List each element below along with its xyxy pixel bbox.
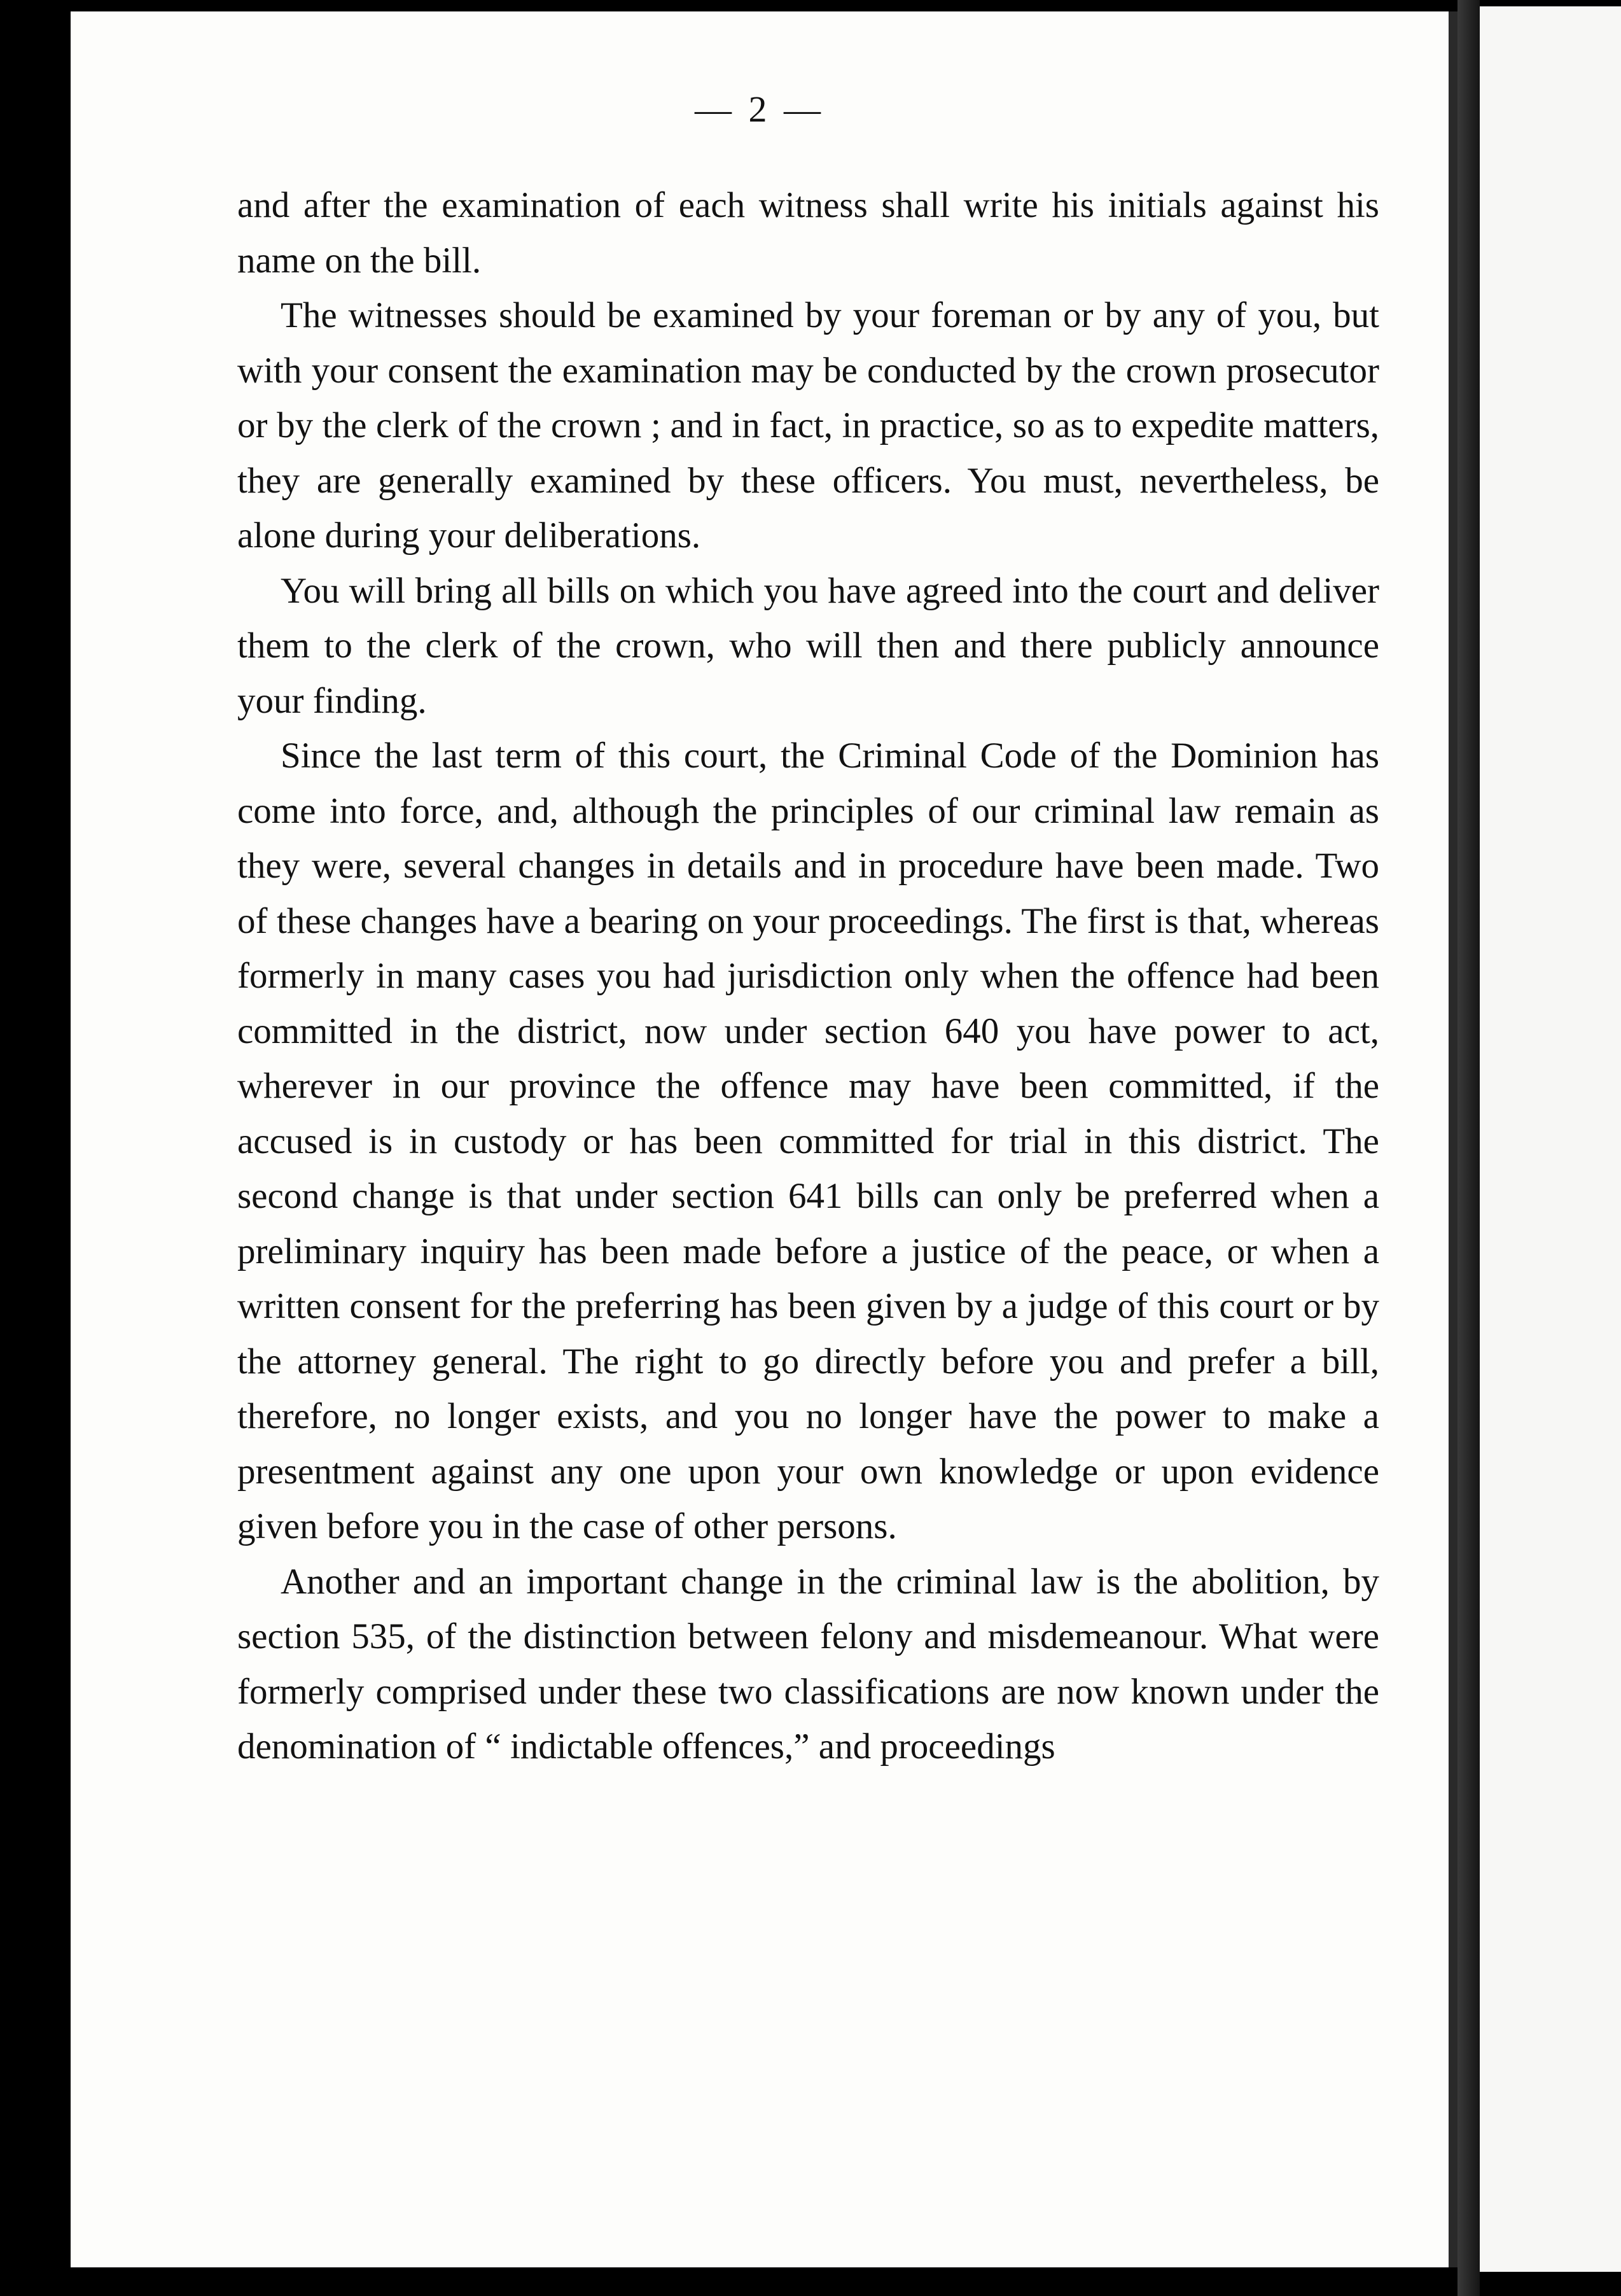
paragraph-2: The witnesses should be examined by your foreman or by any of you, but with your consent the examination may be conducted by the crown prosecutor or by the clerk of the crown ; and in fact, in practice, so as to expedite matters, they are generally examined by these officers. You must, nevertheless, be alone during your deliberations. [237, 295, 1379, 556]
page-number: — 2 — [695, 88, 824, 130]
body-text [237, 178, 1379, 1775]
document-page [71, 11, 1458, 2267]
book-spine [1458, 0, 1480, 2296]
paragraph-3: You will bring all bills on which you have agreed into the court and deliver them to the clerk of the crown, who will then and there publicly announce your finding. [237, 570, 1379, 721]
paragraph-1: and after the examination of each witness shall write his initials against his name on the bill. [237, 185, 1379, 281]
adjacent-page-edge [1480, 6, 1621, 2272]
paragraph-4: Since the last term of this court, the Criminal Code of the Dominion has come into force, and, although the principles of our criminal law remain as they were, several changes in details and in procedure have been made. Two of these changes have a bearing on your proceedings. The first is that, whereas formerly in many cases you had jurisdiction only when the offence had been committed in the district, now under section 640 you have power to act, wherever in our province the offence may have been committed, if the accused is in custody or has been committed for trial in this district. The second change is that under section 641 bills can only be preferred when a preliminary inquiry has been made before a justice of the peace, or when a written consent for the preferring has been given by a judge of this court or by the attorney general. The right to go directly before you and prefer a bill, therefore, no longer exists, and you no longer have the power to make a presentment against any one upon your own knowledge or upon evidence given before you in the case of other persons. [237, 736, 1379, 1546]
paragraph-5: Another and an important change in the criminal law is the abolition, by section 535, of the distinction between felony and misdemeanour. What were formerly comprised under these two classifications are now known under the denomination of “ indictable offences,” and proceedings [237, 1561, 1379, 1767]
